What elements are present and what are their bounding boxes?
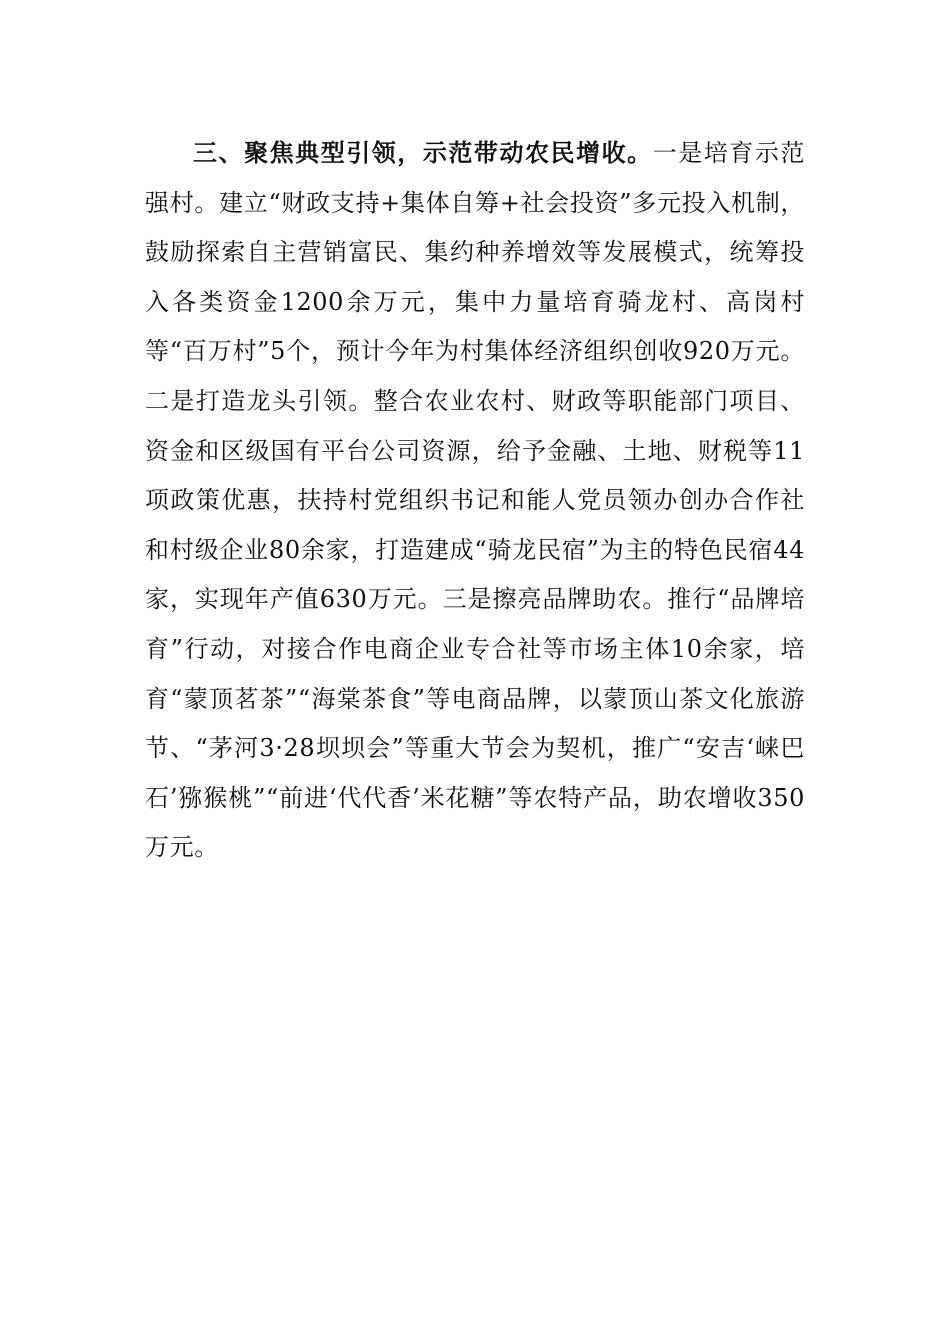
- section-paragraph: [145, 129, 805, 873]
- section-body: 一是培育示范强村。建立“财政支持+集体自筹+社会投资”多元投入机制，鼓励探索自主营销富民、集约种养增效等发展模式，统筹投入各类资金1200余万元，集中力量培育骑龙村、高岗村等“百万村”5个，预计今年为村集体经济组织创收920万元。二是打造龙头引领。整合农业农村、财政等职能部门项目、资金和区级国有平台公司资源，给予金融、土地、财税等11项政策优惠，扶持村党组织书记和能人党员领办创办合作社和村级企业80余家，打造建成“骑龙民宿”为主的特色民宿44家，实现年产值630万元。三是擦亮品牌助农。推行“品牌培育”行动，对接合作电商企业专合社等市场主体10余家，培育“蒙顶茗茶”“海棠茶食”等电商品牌，以蒙顶山茶文化旅游节、“茅河3·28坝坝会”等重大节会为契机，推广“安吉‘崃巴石’猕猴桃”“前进‘代代香’米花糖”等农特产品，助农增收350万元。: [145, 139, 805, 862]
- section-heading: 三、聚焦典型引领，示范带动农民增收。: [193, 139, 653, 167]
